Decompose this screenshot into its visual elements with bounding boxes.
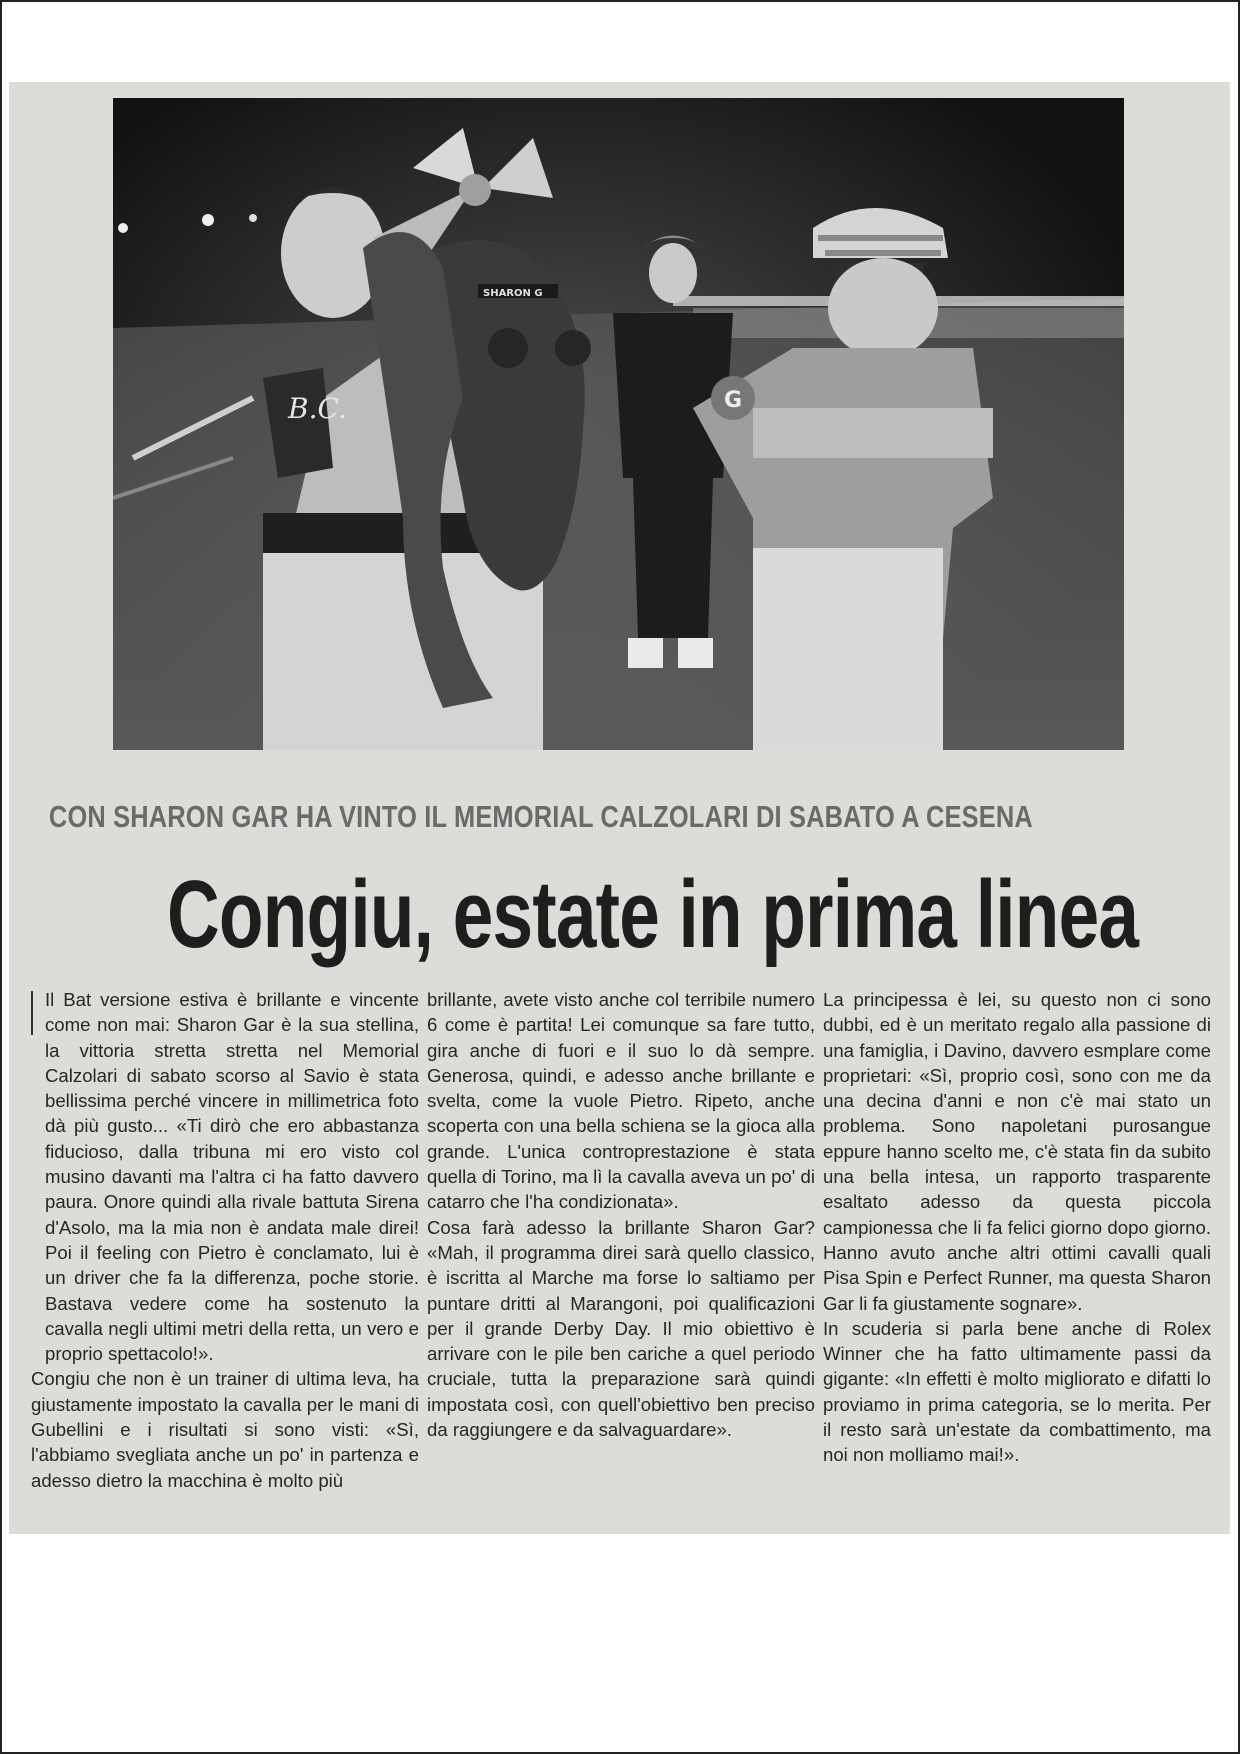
article-column-1: [31, 987, 419, 1493]
newspaper-clipping: [9, 82, 1230, 1534]
article-headline: Congiu, estate in prima linea: [167, 861, 1139, 968]
bridle-nameplate: SHARON G: [483, 288, 543, 299]
paragraph: Cosa farà adesso la brillante Sharon Gar? «Mah, il programma direi sarà quello classico, è iscritta al Marche ma forse lo saltiamo per puntare dritti al Marangoni, poi qualificazioni per il grande Derby Day. Il mio obiettivo è arrivare con le pile ben cariche a quel periodo cruciale, tutta la preparazione sarà quindi impostata così, con quell'obiettivo ben preciso da raggiungere e da salvaguardare».: [427, 1216, 815, 1441]
article-column-2: [427, 987, 815, 1493]
paragraph: brillante, avete visto anche col terribile numero 6 come è partita! Lei comunque sa fare tutto, gira anche di fuori e il suo lo dà sempre. Generosa, quindi, e adesso anche brillante e svelta, come la vuole Pietro. Ripeto, anche scoperta con una bella schiena se la gioca alla grande. L'unica controprestazione è stata quella di Torino, ma lì la cavalla aveva un po' di catarro che l'ha condizionata».: [427, 989, 815, 1213]
paragraph: Congiu che non è un trainer di ultima leva, ha giustamente impostato la cavalla per le mani di Gubellini e i risultati si sono visti: «Sì, l'abbiamo svegliata anche un po' in partenza e adesso dietro la macchina è molto più: [31, 1368, 419, 1491]
article-photo: [113, 98, 1124, 750]
article-column-3: [823, 987, 1211, 1493]
photo-illustration: [113, 98, 1124, 750]
article-body: [31, 987, 1211, 1493]
paragraph: Il Bat versione estiva è brillante e vincente come non mai: Sharon Gar è la sua stellina, la vittoria stretta stretta nel Memorial Calzolari di sabato scorso al Savio è stata bellissima perché vincere in millimetrica foto dà più gusto... «Ti dirò che ero abbastanza fiducioso, dalla tribuna mi ero visto col musino davanti ma l'altra ci ha fatto davvero paura. Onore quindi alla rivale battuta Sirena d'Asolo, ma la mia non è andata male direi! Poi il feeling con Pietro è conclamato, lui è un driver che fa la differenza, poche storie. Bastava vedere come ha sostenuto la cavalla negli ultimi metri della retta, un vero e proprio spettacolo!».: [45, 989, 419, 1365]
sleeve-badge: G: [724, 388, 743, 413]
article-kicker: CON SHARON GAR HA VINTO IL MEMORIAL CALZOLARI DI SABATO A CESENA: [48, 799, 1033, 834]
paragraph: In scuderia si parla bene anche di Rolex Winner che ha fatto ultimamente passi da gigante: «In effetti è molto migliorato e difatti lo proviamo in prima categoria, se lo merita. Per il resto sarà un'estate da combattimento, ma noi non molliamo mai!».: [823, 1317, 1211, 1466]
lead-paragraph-block: [31, 987, 419, 1366]
shirt-initials: B.C.: [288, 392, 347, 425]
dropcap-rule: [31, 991, 41, 1035]
paragraph: La principessa è lei, su questo non ci sono dubbi, ed è un meritato regalo alla passione di una famiglia, i Davino, davvero esmplare come proprietari: «Sì, proprio così, sono con me da una decina d'anni e non c'è mai stato un problema. Sono napoletani purosangue eppure hanno scelto me, c'è stata fin da subito una bella intesa, un rapporto trasparente esaltato adesso da questa piccola campionessa che li fa felici giorno dopo giorno. Hanno avuto anche altri ottimi cavalli quali Pisa Spin e Perfect Runner, ma questa Sharon Gar li fa giustamente sognare».: [823, 989, 1211, 1314]
